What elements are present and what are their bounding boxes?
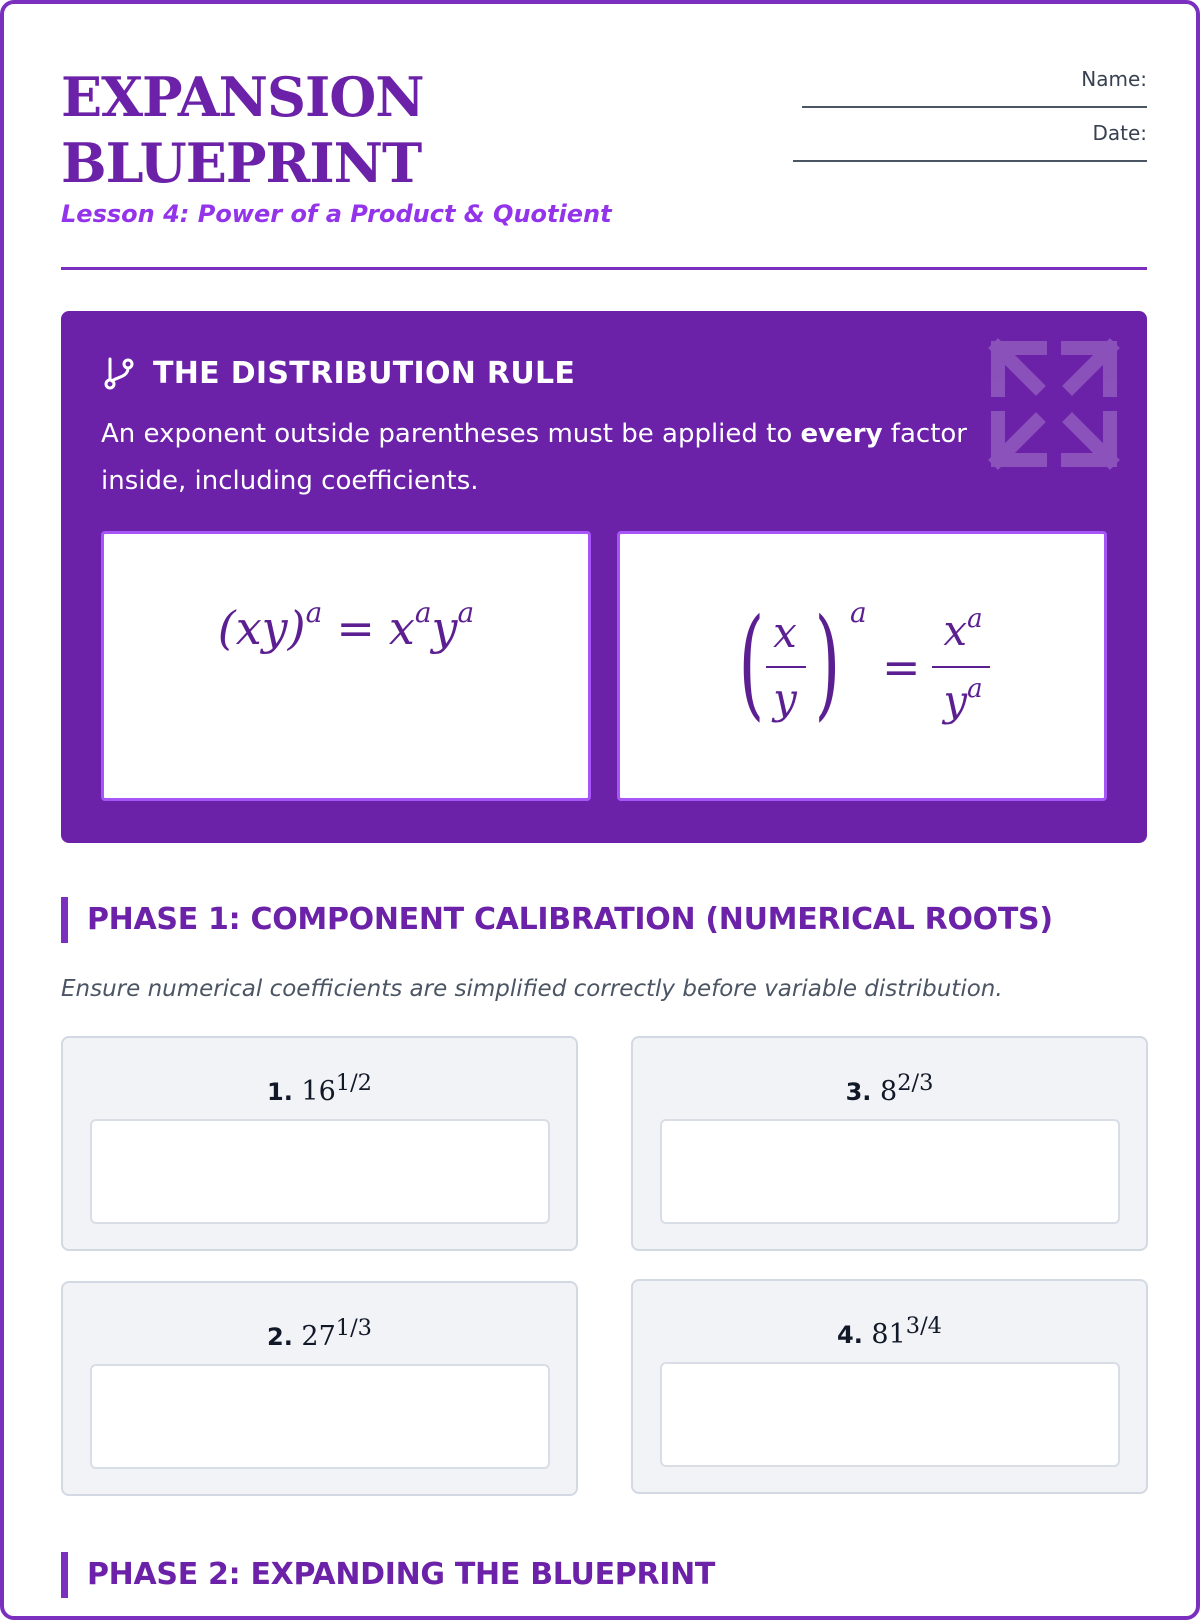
date-label: Date:	[1092, 121, 1147, 145]
product-rhs-x: x	[388, 601, 415, 655]
problem-1-answer-box[interactable]	[90, 1119, 550, 1224]
problem-4-exponent: 3/4	[905, 1313, 942, 1339]
problem-2-number: 2.	[267, 1323, 293, 1351]
rule-heading	[101, 355, 575, 391]
quotient-rule-formula	[732, 594, 1002, 744]
worksheet-header	[61, 64, 1147, 269]
problem-3-number: 3.	[845, 1078, 872, 1106]
quotient-fraction-bar	[766, 666, 806, 668]
problem-3-exponent: 2/3	[897, 1070, 934, 1096]
problem-card-3	[631, 1036, 1148, 1251]
quotient-rhs-fraction-bar	[932, 666, 990, 668]
problem-2-exponent: 1/3	[335, 1315, 372, 1341]
distribution-rule-panel	[61, 311, 1147, 843]
problem-3-base: 8	[880, 1076, 898, 1107]
problem-1-exponent: 1/2	[335, 1070, 372, 1096]
problem-2-answer-box[interactable]	[90, 1364, 550, 1469]
rhs-num-exponent: a	[967, 604, 983, 634]
date-field[interactable]	[793, 160, 1147, 162]
rhs-den-base: y	[943, 676, 968, 725]
product-lhs-exponent: a	[305, 596, 323, 629]
problem-3-label	[633, 1070, 1146, 1107]
quotient-numerator: x	[773, 608, 797, 657]
quotient-rule-card	[617, 531, 1107, 801]
rhs-num-base: x	[943, 606, 968, 655]
quotient-rhs-numerator	[928, 604, 998, 655]
problem-4-base: 81	[871, 1319, 906, 1350]
lesson-subtitle: Lesson 4: Power of a Product & Quotient	[61, 200, 612, 228]
phase-1-heading: PHASE 1: COMPONENT CALIBRATION (NUMERICAL ROOTS)	[61, 897, 1053, 943]
rule-heading-text: THE DISTRIBUTION RULE	[153, 355, 576, 391]
product-equals: =	[336, 601, 375, 655]
page-title	[61, 64, 581, 196]
problem-1-base: 16	[301, 1076, 336, 1107]
product-lhs-base: (xy)	[217, 601, 306, 655]
problem-card-2	[61, 1281, 578, 1496]
rule-description	[101, 411, 1041, 505]
student-info	[787, 66, 1147, 174]
problem-card-4	[631, 1279, 1148, 1494]
rule-text-part-1: An exponent outside parentheses must be applied to	[101, 419, 801, 449]
problem-2-base: 27	[301, 1321, 336, 1352]
product-rhs-y: y	[431, 601, 458, 655]
product-rhs-y-exponent: a	[457, 596, 475, 629]
left-paren: (	[738, 594, 765, 733]
rule-text-emphasis: every	[800, 419, 883, 449]
quotient-rhs-denominator	[928, 674, 998, 725]
phase-1-description: Ensure numerical coefficients are simplified correctly before variable distribution.	[61, 976, 1003, 1002]
problem-1-label	[63, 1070, 576, 1107]
problem-4-number: 4.	[837, 1321, 863, 1349]
title-line-2: BLUEPRINT	[61, 131, 422, 195]
rule-text-part-2: factor inside, including coefficients.	[101, 419, 967, 496]
header-divider	[61, 267, 1147, 270]
problem-4-label	[633, 1313, 1146, 1350]
product-rule-card	[101, 531, 591, 801]
quotient-denominator: y	[773, 674, 797, 723]
rhs-den-exponent: a	[967, 674, 983, 704]
phase-2-heading: PHASE 2: EXPANDING THE BLUEPRINT	[61, 1552, 715, 1598]
problem-2-label	[63, 1315, 576, 1352]
name-label: Name:	[1081, 67, 1147, 91]
quotient-equals: =	[882, 640, 921, 694]
product-rule-formula	[104, 596, 588, 655]
product-rhs-x-exponent: a	[414, 596, 432, 629]
problem-card-1	[61, 1036, 578, 1251]
right-paren: )	[814, 594, 841, 733]
problem-3-answer-box[interactable]	[660, 1119, 1120, 1224]
quotient-outer-exponent: a	[850, 596, 867, 629]
name-field[interactable]	[802, 106, 1147, 108]
problem-4-answer-box[interactable]	[660, 1362, 1120, 1467]
problem-1-number: 1.	[267, 1078, 293, 1106]
branch-icon	[101, 355, 137, 391]
title-line-1: EXPANSION	[61, 65, 424, 129]
